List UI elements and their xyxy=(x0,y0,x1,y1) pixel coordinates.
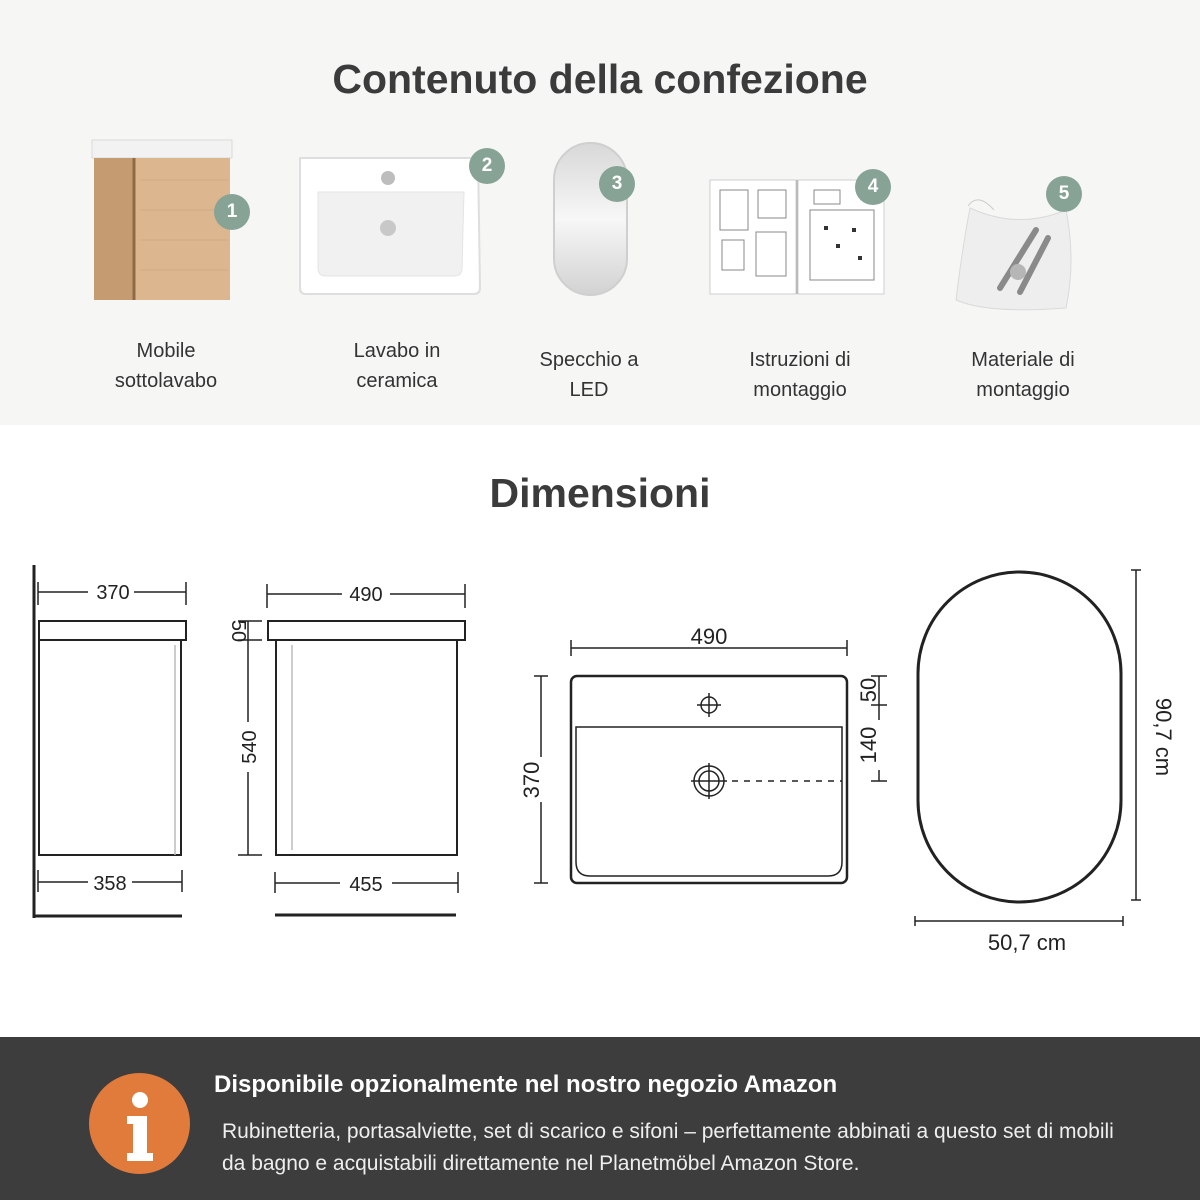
dimension-drawings xyxy=(0,550,1200,980)
item-1-label-line1: Mobile xyxy=(136,340,196,362)
basin-width: 490 xyxy=(690,624,728,649)
item-4-label-line1: Istruzioni di xyxy=(749,349,851,371)
dimensions-title: Dimensioni xyxy=(489,470,711,516)
item-3-label-line1: Specchio a xyxy=(539,349,639,371)
info-icon xyxy=(89,1073,190,1174)
item-2-label-line1: Lavabo in xyxy=(353,340,441,362)
cabinet-front-bottom-width: 455 xyxy=(349,874,383,896)
item-4-label xyxy=(700,345,900,405)
banner-title: Disponibile opzionalmente nel nostro negozio Amazon xyxy=(214,1071,838,1098)
item-3-label-line2: LED xyxy=(569,379,609,401)
item-4-label-line2: montaggio xyxy=(753,379,847,401)
item-1-label xyxy=(66,336,266,396)
item-manual xyxy=(706,170,896,300)
mirror-icon xyxy=(550,140,650,300)
item-5-label xyxy=(923,345,1123,405)
item-3-badge: 3 xyxy=(599,166,635,202)
item-mirror xyxy=(550,140,650,300)
contents-title: Contenuto della confezione xyxy=(332,56,868,102)
cabinet-side-bottom-width: 358 xyxy=(93,873,127,895)
item-3-label xyxy=(489,345,689,405)
mirror-drawing xyxy=(915,570,1141,926)
item-2-label xyxy=(297,336,497,396)
banner-text: Rubinetteria, portasalviette, set di scarico e sifoni – perfettamente abbinati a questo set di mobili da bagno e acquistabili direttamente nel Planetmöbel Amazon Store. xyxy=(222,1120,1114,1175)
cabinet-front-top-width: 490 xyxy=(349,584,383,606)
cabinet-side-top-width: 370 xyxy=(96,582,130,604)
item-5-badge: 5 xyxy=(1046,176,1082,212)
cabinet-front-body-height: 540 xyxy=(239,730,261,764)
item-hardware-bag xyxy=(948,180,1098,320)
item-1-label-line2: sottolavabo xyxy=(114,370,218,392)
item-cabinet xyxy=(90,100,250,310)
basin-depth: 370 xyxy=(519,761,544,799)
basin-drain-offset: 140 xyxy=(856,726,881,764)
item-2-label-line2: ceramica xyxy=(356,370,438,392)
mirror-height: 90,7 cm xyxy=(1151,697,1176,777)
item-4-badge: 4 xyxy=(855,169,891,205)
cabinet-front-top-height: 50 xyxy=(227,619,249,643)
basin-tap-offset: 50 xyxy=(856,677,881,703)
item-washbasin xyxy=(296,150,511,300)
item-5-label-line1: Materiale di xyxy=(971,349,1075,371)
cabinet-side-drawing xyxy=(34,565,186,918)
info-i-glyph xyxy=(89,1073,190,1174)
item-2-badge: 2 xyxy=(469,148,505,184)
item-1-badge: 1 xyxy=(214,194,250,230)
basin-drawing xyxy=(534,640,887,883)
item-5-label-line2: montaggio xyxy=(976,379,1070,401)
cabinet-front-drawing xyxy=(238,584,465,915)
mirror-width: 50,7 cm xyxy=(987,930,1067,955)
